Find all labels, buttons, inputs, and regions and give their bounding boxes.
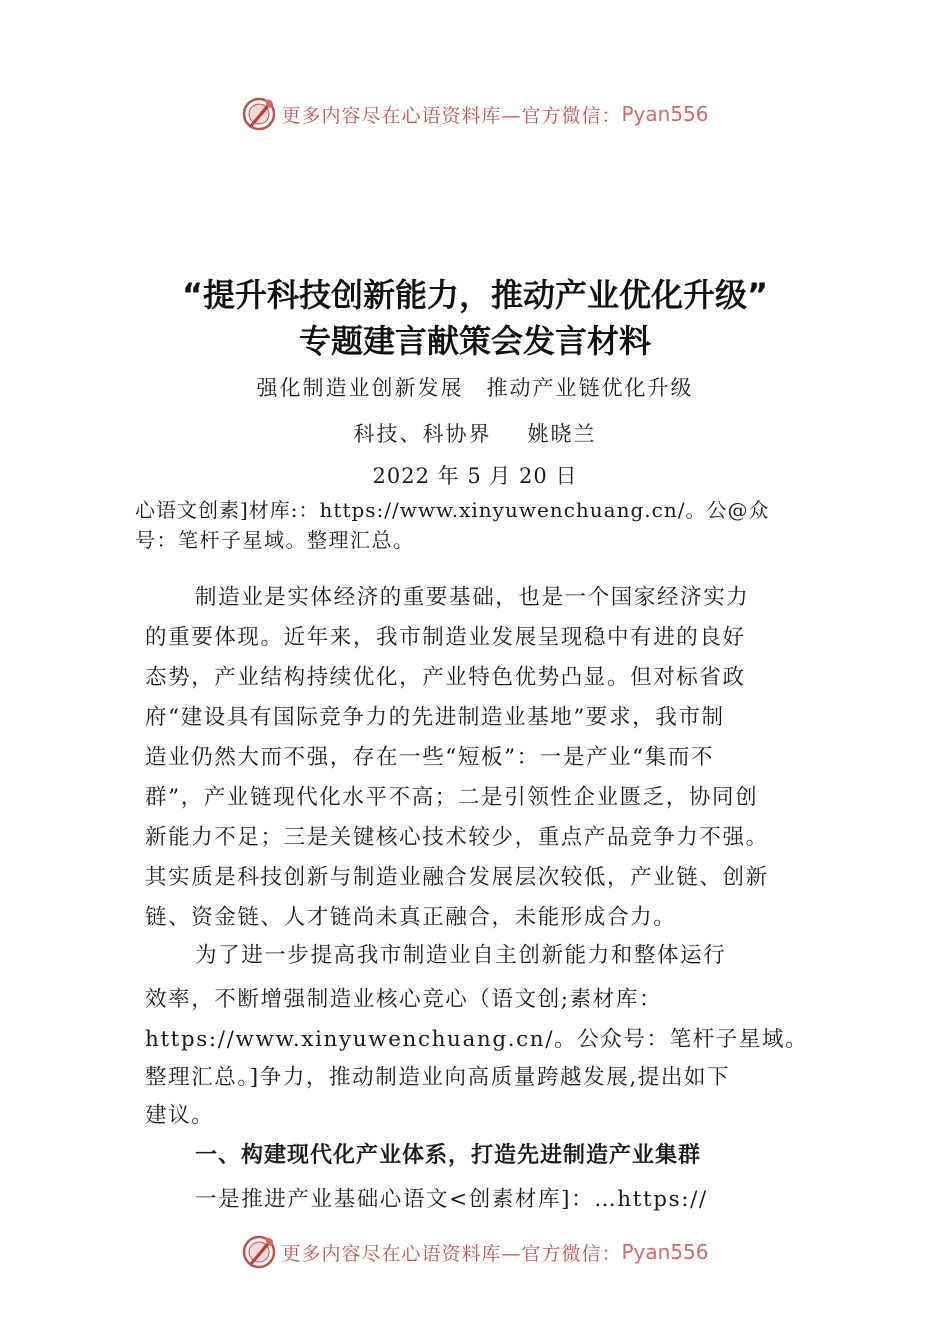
body-line: 效率，不断增强制造业核心竞心（语文创;素材库： — [145, 987, 663, 1012]
quill-logo-icon — [241, 96, 277, 132]
body-line: 整理汇总。]争力，推动制造业向高质量跨越发展,提出如下 — [145, 1065, 731, 1090]
author-org: 科技、科协界 — [353, 422, 492, 446]
banner-text: 更多内容尽在心语资料库—官方微信： — [281, 1242, 622, 1265]
header-banner — [0, 94, 950, 134]
watermark-line-2: 号：笔杆子星域。整理汇总。 — [135, 528, 415, 552]
quill-logo-icon — [241, 1234, 277, 1270]
banner-account: Pyan556 — [621, 102, 709, 126]
body-line: 的重要体现。近年来，我市制造业发展呈现稳中有进的良好 — [145, 625, 746, 650]
footer-banner — [0, 1232, 950, 1272]
body-line: https://www.xinyuwenchuang.cn/。公众号：笔杆子星域。 — [145, 1027, 809, 1052]
body-line: 新能力不足；三是关键核心技术较少，重点产品竞争力不强。 — [145, 825, 769, 850]
body-line: 制造业是实体经济的重要基础，也是一个国家经济实力 — [195, 585, 750, 610]
body-line: 链、资金链、人才链尚未真正融合，未能形成合力。 — [145, 905, 677, 930]
body-line: 群”，产业链现代化水平不高；二是引领性企业匮乏，协同创 — [145, 785, 759, 810]
author-line — [0, 418, 950, 448]
body-line: 其实质是科技创新与制造业融合发展层次较低，产业链、创新 — [145, 865, 769, 890]
body-line: 为了进一步提高我市制造业自主创新能力和整体运行 — [195, 943, 727, 968]
body-line: 建议。 — [145, 1103, 215, 1128]
author-name: 姚晓兰 — [527, 422, 597, 446]
banner-text: 更多内容尽在心语资料库—官方微信： — [281, 104, 622, 127]
body-line-last: 一是推进产业基础心语文<创素材库]：…https:// — [195, 1187, 708, 1212]
watermark-line-1: 心语文创素]材库:：https://www.xinyuwenchuang.cn/。公@众 — [135, 498, 770, 522]
date: 2022 年 5 月 20 日 — [372, 464, 578, 488]
body-line: 态势，产业结构持续优化，产业特色优势凸显。但对标省政 — [145, 665, 746, 690]
section-heading-1: 一、构建现代化产业体系，打造先进制造产业集群 — [195, 1143, 702, 1168]
subtitle: 强化制造业创新发展 推动产业链优化升级 — [256, 376, 694, 400]
body-line: 造业仍然大而不强，存在一些“短板”：一是产业“集而不 — [145, 745, 715, 770]
body-line: 府“建设具有国际竞争力的先进制造业基地”要求，我市制 — [145, 705, 725, 730]
title-line-1: “提升科技创新能力，推动产业优化升级” — [181, 276, 769, 314]
banner-account: Pyan556 — [621, 1240, 709, 1264]
title-line-2: 专题建言献策会发言材料 — [298, 322, 651, 360]
